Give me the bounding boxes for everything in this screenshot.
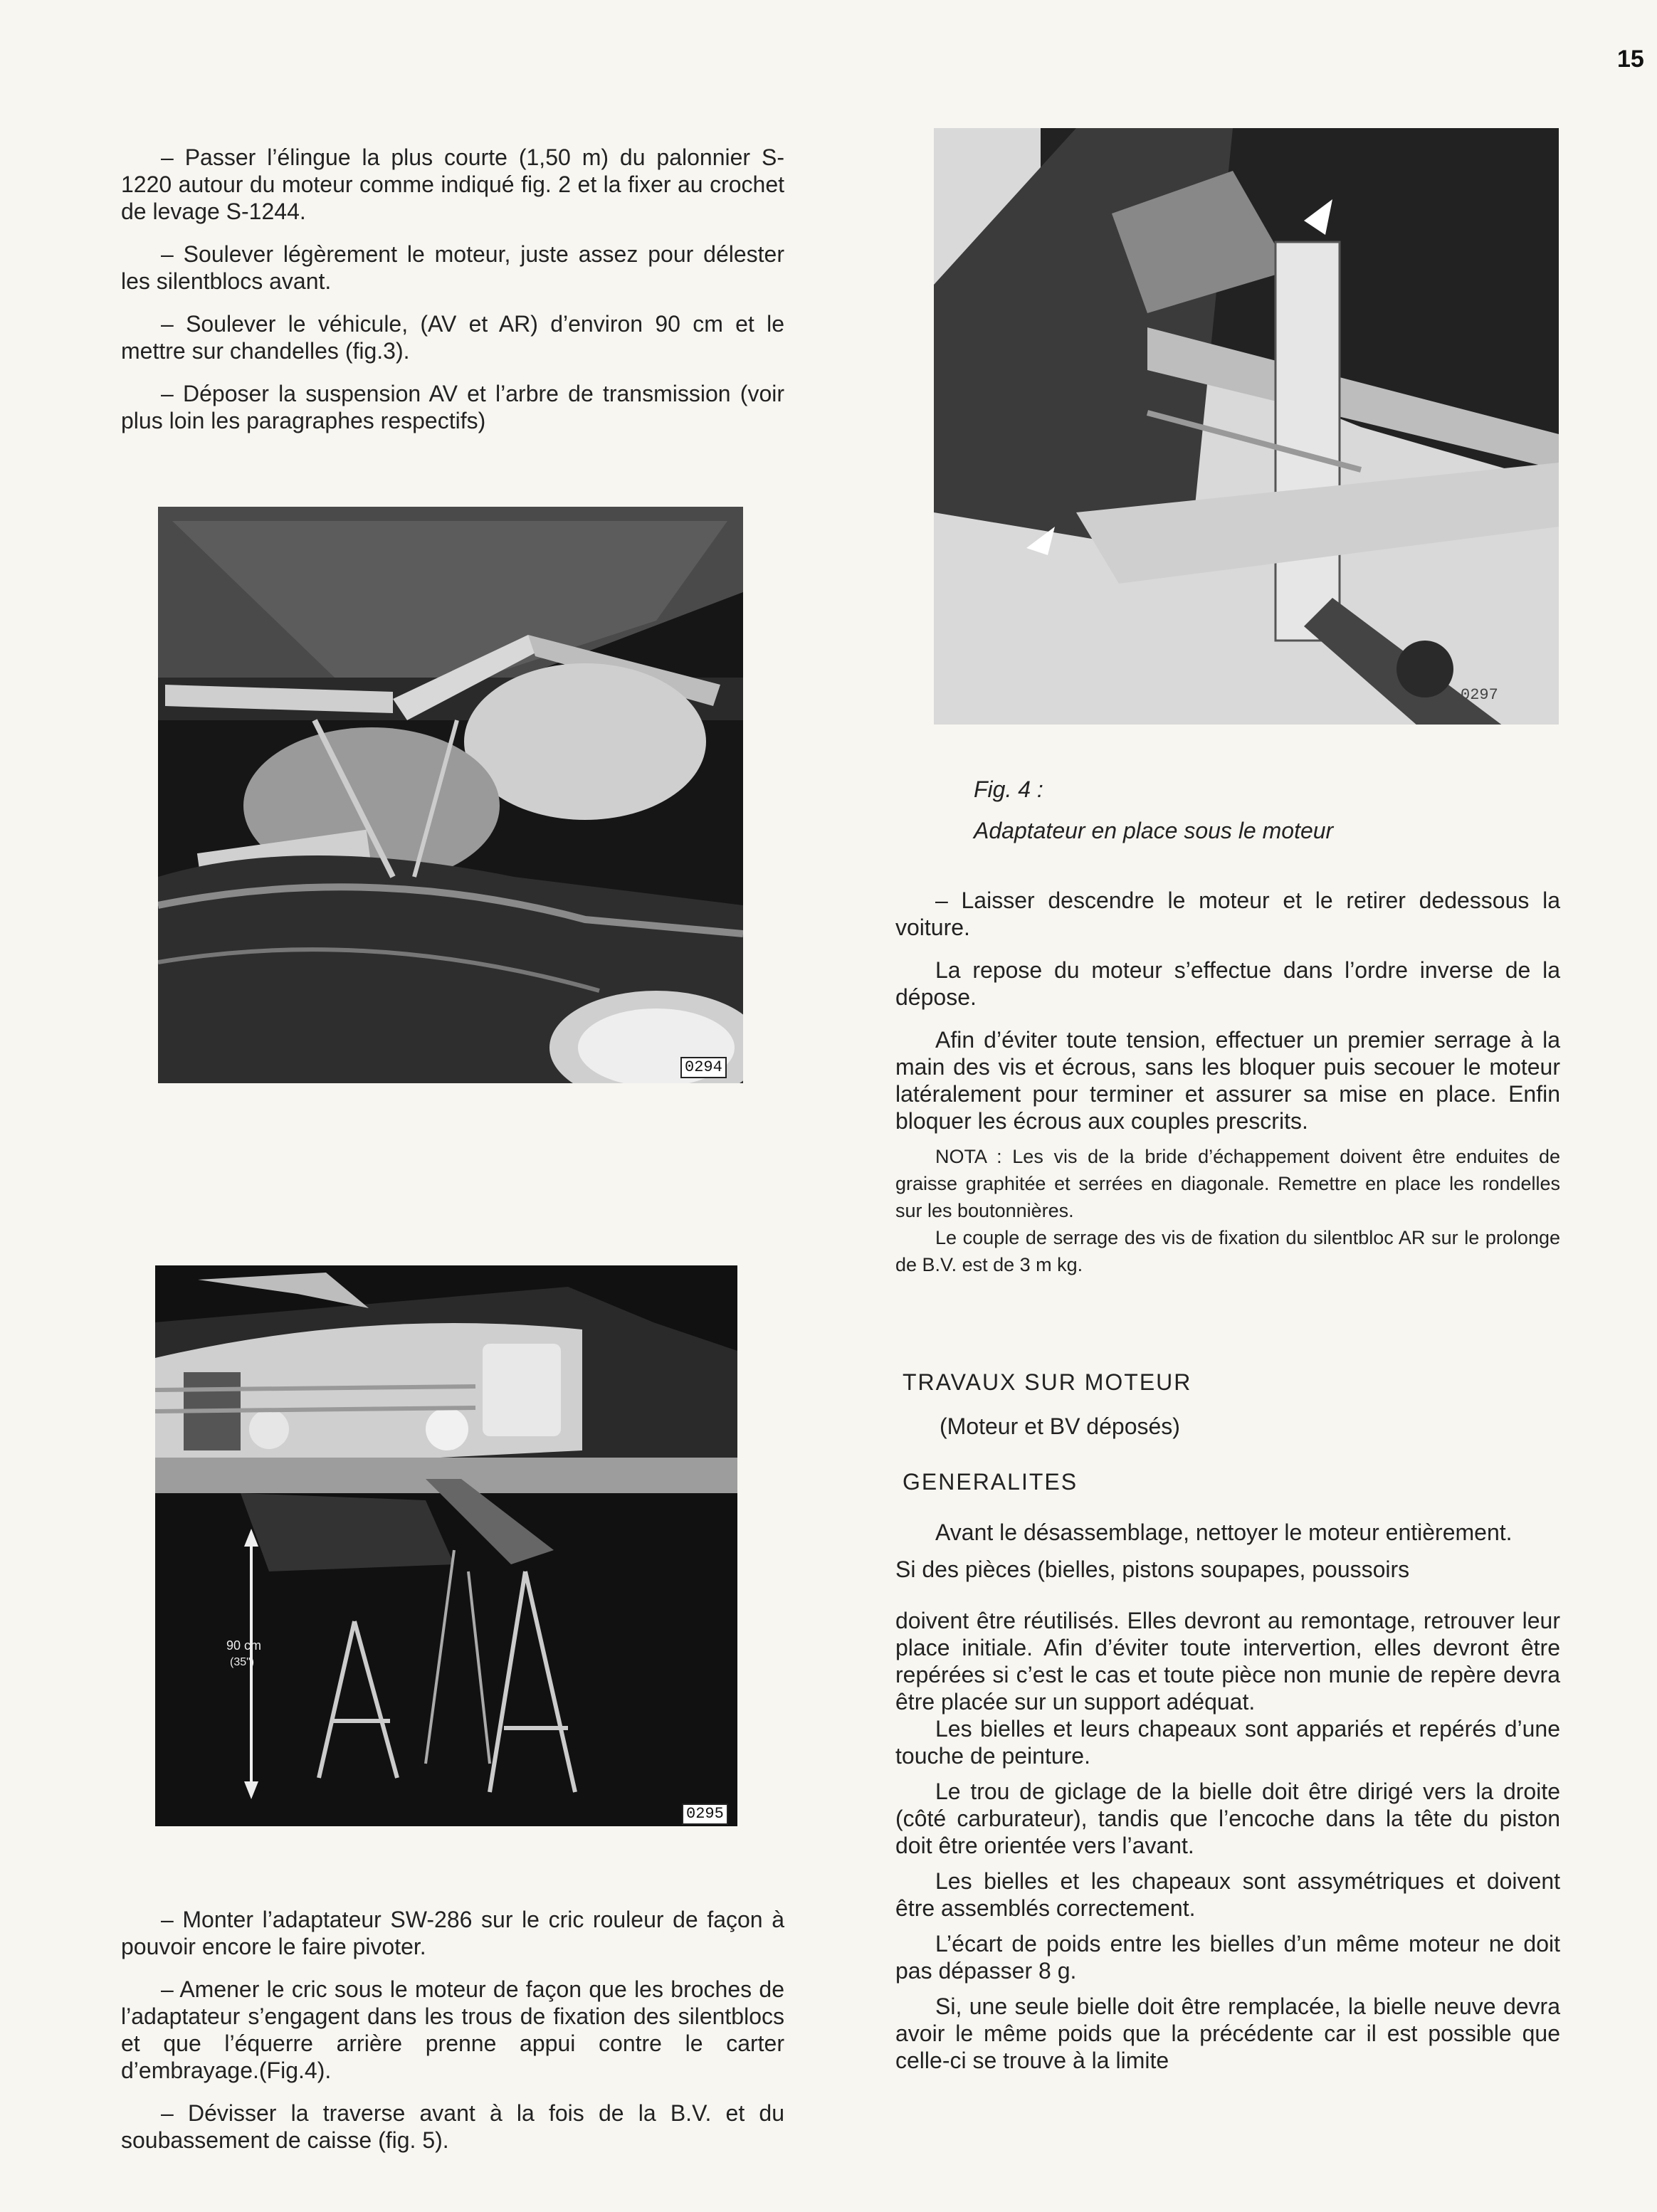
couple-paragraph: Le couple de serrage des vis de fixation du silentbloc AR sur le prolonge de B.V. est de 3 m kg. — [895, 1227, 1560, 1275]
paragraph: – Passer l’élingue la plus courte (1,50 m) du palonnier S-1220 autour du moteur comme indiqué fig. 2 et la fixer au crochet de levage S-1244. — [121, 144, 784, 224]
right-column-text — [895, 887, 1560, 1278]
paragraph: – Déposer la suspension AV et l’arbre de transmission (voir plus loin les paragraphes respectifs) — [121, 381, 784, 433]
paragraph: Avant le désassemblage, nettoyer le moteur entièrement. — [935, 1520, 1513, 1545]
left-top-text — [121, 144, 784, 434]
section-subheading: (Moteur et BV déposés) — [940, 1413, 1180, 1439]
nota-paragraph: NOTA : Les vis de la bride d’échappement doivent être enduites de graisse graphitée et serrées en diagonale. Remettre en place les rondelles sur les boutonnières. — [895, 1146, 1560, 1221]
adapter-under-engine-photo — [934, 128, 1559, 725]
paragraph: – Soulever légèrement le moteur, juste assez pour délester les silentblocs avant. — [121, 241, 784, 294]
car-on-stands-illustration — [155, 1265, 737, 1826]
paragraph: Le trou de giclage de la bielle doit être dirigé vers la droite (côté carburateur), tandis que l’encoche dans la tête du piston doit être orientée vers l’avant. — [895, 1779, 1560, 1858]
paragraph: – Monter l’adaptateur SW-286 sur le cric rouleur de façon à pouvoir encore le faire pivoter. — [121, 1907, 784, 1959]
svg-text:90 cm: 90 cm — [226, 1638, 262, 1653]
section-heading: TRAVAUX SUR MOTEUR — [903, 1369, 1192, 1395]
figure-caption-text: Adaptateur en place sous le moteur — [974, 818, 1334, 843]
paragraph: Les bielles et leurs chapeaux sont appariés et repérés d’une touche de peinture. — [895, 1716, 1560, 1769]
figure-tag: 0295 — [682, 1803, 728, 1825]
paragraph: – Dévisser la traverse avant à la fois de la B.V. et du soubassement de caisse (fig. 5). — [121, 2100, 784, 2153]
car-on-stands-photo — [155, 1265, 737, 1826]
paragraph: Si, une seule bielle doit être remplacée, la bielle neuve devra avoir le même poids que la précédente car il est possible que celle-ci se trouve à la limite — [895, 1994, 1560, 2073]
paragraph: doivent être réutilisés. Elles devront au remontage, retrouver leur place initiale. Afin d’éviter toute intervertion, elles devront être repérées si c’est le cas et toute pièce non munie de repère devra être placée sur un support adéquat. — [895, 1608, 1560, 1715]
engine-bay-photo — [158, 507, 743, 1083]
paragraph: Si des pièces (bielles, pistons soupapes, poussoirs — [895, 1557, 1410, 1582]
left-bottom-text — [121, 1906, 784, 2154]
paragraph: – Laisser descendre le moteur et le retirer dedessous la voiture. — [895, 888, 1560, 940]
page-number: 15 — [1617, 46, 1644, 73]
svg-text:(35"): (35") — [230, 1656, 255, 1668]
paragraph: L’écart de poids entre les bielles d’un même moteur ne doit pas dépasser 8 g. — [895, 1931, 1560, 1984]
section-heading: GENERALITES — [903, 1469, 1078, 1495]
figure-number: Fig. 4 : — [974, 776, 1043, 802]
generalites-text — [895, 1519, 1560, 2074]
paragraph: Les bielles et les chapeaux sont assymétriques et doivent être assemblés correctement. — [895, 1868, 1560, 1921]
adapter-illustration — [934, 128, 1559, 725]
paragraph: Afin d’éviter toute tension, effectuer un premier serrage à la main des vis et écrous, sans les bloquer puis secouer le moteur latéralement pour terminer et assurer sa mise en place. Enfin bloquer les écrous aux couples prescrits. — [895, 1027, 1560, 1134]
paragraph: La repose du moteur s’effectue dans l’ordre inverse de la dépose. — [895, 957, 1560, 1010]
paragraph: – Soulever le véhicule, (AV et AR) d’environ 90 cm et le mettre sur chandelles (fig.3). — [121, 311, 784, 364]
figure-caption — [974, 769, 1472, 851]
figure-tag: 0294 — [680, 1057, 727, 1078]
paragraph: – Amener le cric sous le moteur de façon que les broches de l’adaptateur s’engagent dans les trous de fixation des silentblocs et que l’équerre arrière prenne appui contre le carter d’embrayage.(Fig.4). — [121, 1976, 784, 2083]
figure-tag: 0297 — [1461, 686, 1498, 704]
engine-bay-illustration — [158, 507, 743, 1083]
